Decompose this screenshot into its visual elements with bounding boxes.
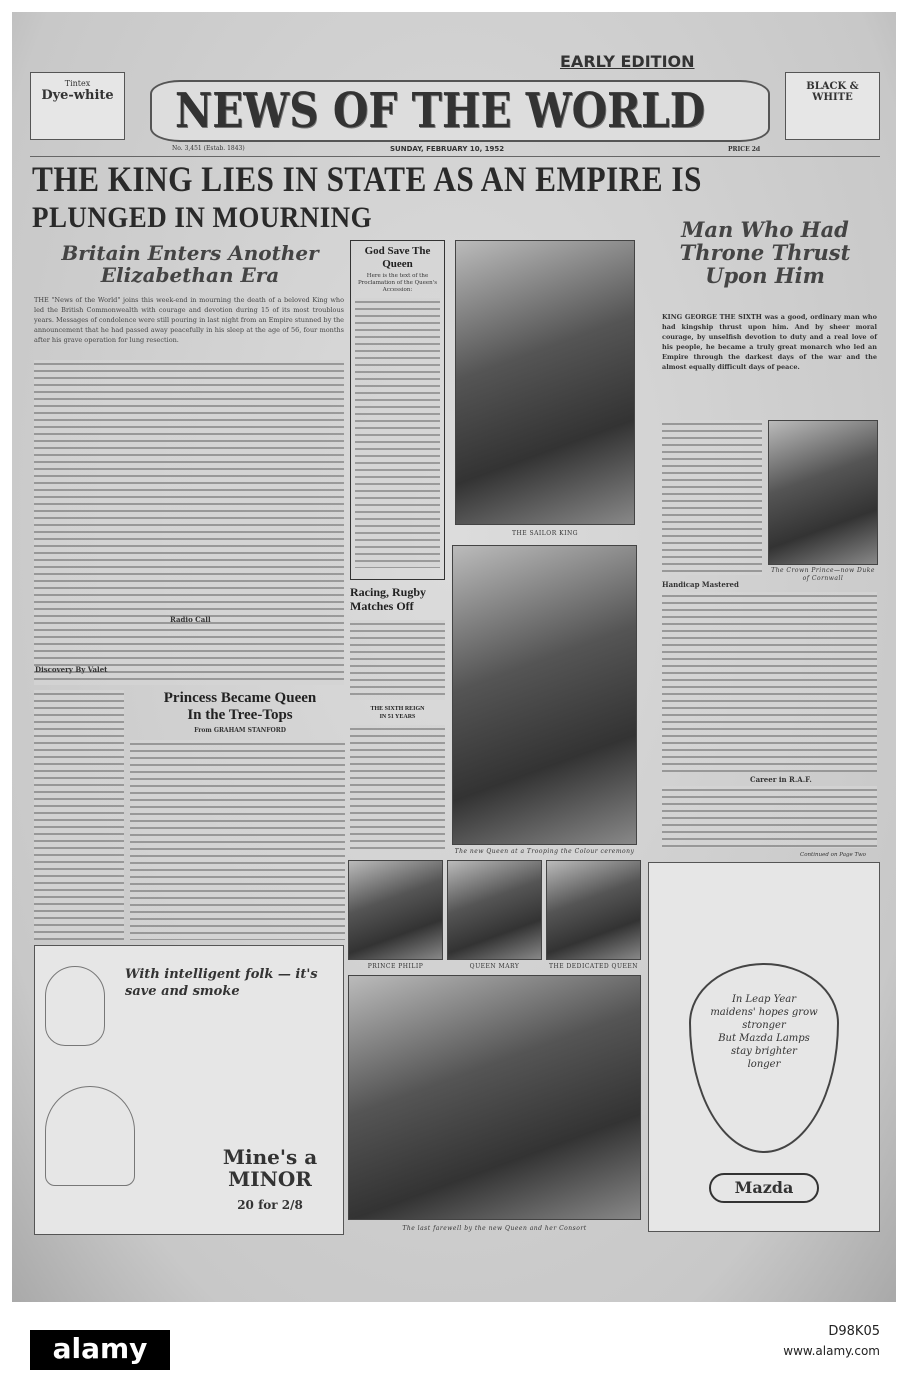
king-photo xyxy=(455,240,635,525)
byline: From GRAHAM STANFORD xyxy=(194,727,286,734)
ad-brand: Mazda xyxy=(709,1173,819,1203)
body-text xyxy=(130,740,345,940)
subhead: Career in R.A.F. xyxy=(750,775,812,784)
man-illustration xyxy=(45,966,105,1046)
continued-note: Continued on Page Two xyxy=(800,852,866,858)
ad-copy: In Leap Year maidens' hopes grow stronger But Mazda Lamps stay brighter longer xyxy=(710,994,818,1070)
alamy-url[interactable]: www.alamy.com xyxy=(783,1344,880,1358)
price: PRICE 2d xyxy=(728,146,761,153)
subhead: Handicap Mastered xyxy=(662,580,739,589)
subhead: Discovery By Valet xyxy=(35,665,108,674)
caption: The Crown Prince—now Duke of Cornwall xyxy=(771,567,875,582)
issue-number: No. 3,451 (Estab. 1843) xyxy=(172,145,245,152)
caption: The last farewell by the new Queen and her Consort xyxy=(402,1225,587,1232)
ad-text: Tintex xyxy=(64,79,91,88)
queen-mary-photo xyxy=(447,860,542,960)
body-text xyxy=(350,725,445,850)
caption: THE SAILOR KING xyxy=(511,530,579,537)
alamy-logo: alamy xyxy=(30,1330,170,1370)
caption: The new Queen at a Trooping the Colour ceremony xyxy=(454,848,635,855)
ad-headline: With intelligent folk — it's save and smoke xyxy=(125,967,318,999)
dowager-photo xyxy=(546,860,641,960)
lead-paragraph: THE "News of the World" joins this week-end in mourning the death of a beloved King who led the British Commonwealth with courage and devotion during 15 of its most troublous years. Messages of condolence were still pouring in last night from an Empire stunned by the announcement that he had passed away peacefully in his sleep at the age of 56, four months after his grave operation for lung resection. xyxy=(34,296,344,344)
woman-illustration xyxy=(45,1086,135,1186)
mazda-lamps-ad xyxy=(648,862,880,1232)
farewell-photo xyxy=(348,975,641,1220)
edition-label: EARLY EDITION xyxy=(560,52,695,71)
masthead-title: NEWS OF THE WORLD xyxy=(175,83,706,139)
right-paragraph: KING GEORGE THE SIXTH was a good, ordinary man who had kingship thrust upon him. And by sheer moral courage, by unselfish devotion to duty and a real love of his people, he became a truly great monarch who led an Empire through the darkest days of the war and the almost equally difficult days of peace. xyxy=(662,313,877,371)
ad-brand: Dye-white xyxy=(41,88,114,103)
body-text xyxy=(34,690,124,940)
right-headline: Man Who Had Throne Thrust Upon Him xyxy=(679,217,851,288)
racing-headline: Racing, Rugby Matches Off xyxy=(350,585,427,613)
ad-brand: Mine's a MINOR xyxy=(222,1145,318,1191)
issue-date: SUNDAY, FEBRUARY 10, 1952 xyxy=(390,145,505,153)
lead-subhead: Britain Enters Another Elizabethan Era xyxy=(61,241,319,287)
blackwhite-ad: BLACK & WHITE xyxy=(785,72,880,140)
body-text xyxy=(662,420,762,575)
ad-price: 20 for 2/8 xyxy=(237,1198,303,1212)
philip-photo xyxy=(348,860,443,960)
stock-footer xyxy=(0,1302,910,1390)
main-headline-line2: PLUNGED IN MOURNING xyxy=(32,201,373,234)
main-headline: THE KING LIES IN STATE AS AN EMPIRE IS xyxy=(32,159,702,199)
crown-prince-photo xyxy=(768,420,878,565)
caption: THE DEDICATED QUEEN xyxy=(548,963,639,970)
subhead: THE SIXTH REIGN IN 51 YEARS xyxy=(370,706,425,720)
princess-headline: Princess Became Queen In the Tree-Tops xyxy=(163,690,317,723)
dyewhite-ad xyxy=(30,72,125,140)
body-text xyxy=(662,786,877,848)
body-text xyxy=(662,592,877,772)
minor-cigarette-ad xyxy=(34,945,344,1235)
image-id: D98K05 xyxy=(828,1324,880,1339)
lead-body-text xyxy=(34,360,344,685)
subhead: Radio Call xyxy=(170,615,211,624)
queen-horse-photo xyxy=(452,545,637,845)
caption: QUEEN MARY xyxy=(469,963,520,970)
caption: PRINCE PHILIP xyxy=(367,963,424,970)
body-text xyxy=(350,620,445,700)
god-save-box: God Save The Queen Here is the text of the Proclamation of the Queen's Accession: xyxy=(350,240,445,580)
